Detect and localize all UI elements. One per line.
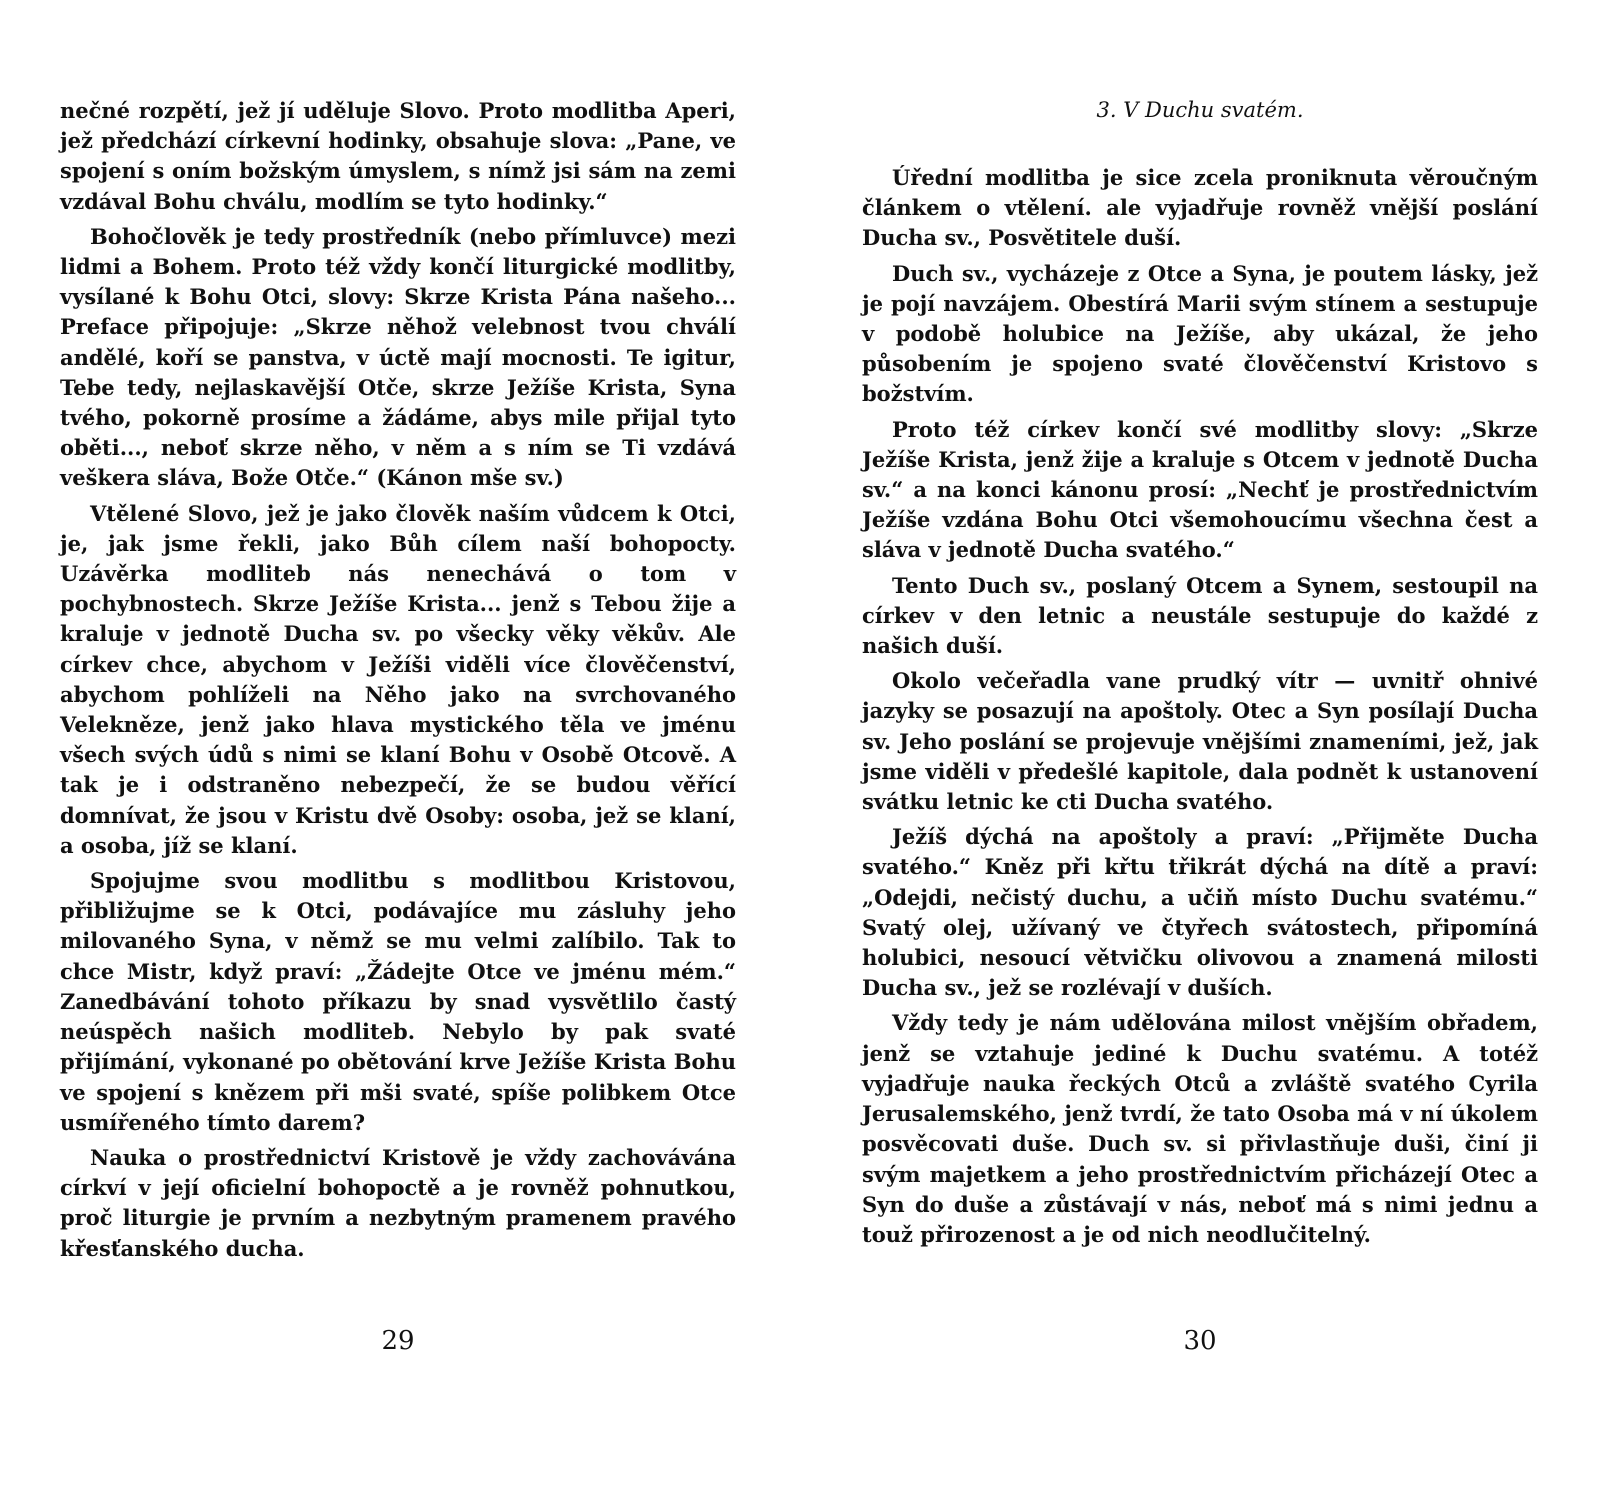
page-number: 29	[381, 1326, 415, 1356]
paragraph: Tento Duch sv., poslaný Otcem a Synem, sestoupil na církev v den letnic a neustále sestupuje do každé z našich duší.	[862, 572, 1538, 659]
right-page-body	[862, 163, 1538, 1255]
paragraph: Nauka o prostřednictví Kristově je vždy zachovávána církví v její oficielní bohopoctě a je rovněž pohnutkou, proč liturgie je prvním a nezbytným pramenem pravého křesťanského ducha.	[60, 1144, 736, 1261]
paragraph: Ježíš dýchá na apoštoly a praví: „Přijměte Ducha svatého.“ Kněz při křtu třikrát dýchá na dítě a praví: „Odejdi, nečistý duchu, a učiň místo Duchu svatému.“ Svatý olej, užívaný ve čtyřech svátostech, připomíná holubici, nesoucí větvičku olivovou a znamená milosti Ducha sv., jež se rozlévají v duších.	[862, 824, 1538, 1001]
page-number: 30	[1183, 1326, 1217, 1356]
paragraph: Spojujme svou modlitbu s modlitbou Kristovou, přibližujme se k Otci, podávajíce mu zásluhy jeho milovaného Syna, v němž se mu velmi zalíbilo. Tak to chce Mistr, když praví: „Žádejte Otce ve jménu mém.“ Zanedbávání tohoto příkazu by snad vysvětlilo častý neúspěch našich modliteb. Nebylo by pak svaté přijímání, vykonané po obětování krve Ježíše Krista Bohu ve spojení s knězem při mši svaté, spíše polibkem Otce usmířeného tímto darem?	[60, 868, 736, 1135]
paragraph: Vtělené Slovo, jež je jako člověk naším vůdcem k Otci, je, jak jsme řekli, jako Bůh cílem naší bohopocty. Uzávěrka modliteb nás nenechává o tom v pochybnostech. Skrze Ježíše Krista... jenž s Tebou žije a kraluje v jednotě Ducha sv. po všecky věky věkův. Ale církev chce, abychom v Ježíši viděli více člověčenství, abychom pohlíželi na Něho jako na svrchovaného Velekněze, jenž jako hlava mystického těla ve jménu všech svých údů s nimi se klaní Bohu v Osobě Otcově. A tak je i odstraněno nebezpečí, že se budou věřící domnívat, že jsou v Kristu dvě Osoby: osoba, jež se klaní, a osoba, jíž se klaní.	[60, 500, 736, 858]
left-page-body	[60, 96, 736, 1269]
paragraph: Duch sv., vycházeje z Otce a Syna, je poutem lásky, jež je pojí navzájem. Obestírá Marii svým stínem a sestupuje v podobě holubice na Ježíše, aby ukázal, že jeho působením je spojeno svaté člověčenství Kristovo s božstvím.	[862, 260, 1538, 407]
paragraph: Proto též církev končí své modlitby slovy: „Skrze Ježíše Krista, jenž žije a kraluje s Otcem v jednotě Ducha sv.“ a na konci kánonu prosí: „Nechť je prostřednictvím Ježíše vzdána Bohu Otci všemohoucímu všechna čest a sláva v jednotě Ducha svatého.“	[862, 416, 1538, 563]
paragraph: Okolo večeřadla vane prudký vítr — uvnitř ohnivé jazyky se posazují na apoštoly. Otec a Syn posílají Ducha sv. Jeho poslání se projevuje vnějšími znameními, jež, jak jsme viděli v předešlé kapitole, dala podnět k ustanovení svátku letnic ke cti Ducha svatého.	[862, 668, 1538, 815]
paragraph: Úřední modlitba je sice zcela proniknuta věroučným článkem o vtělení. ale vyjadřuje rovněž vnější poslání Ducha sv., Posvětitele duší.	[862, 165, 1538, 251]
section-title: 3. V Duchu svatém.	[1096, 98, 1304, 122]
paragraph: nečné rozpětí, jež jí uděluje Slovo. Proto modlitba Aperi, jež předchází církevní hodinky, obsahuje slova: „Pane, ve spojení s oním božským úmyslem, s nímž jsi sám na zemi vzdával Bohu chválu, modlím se tyto hodinky.“	[60, 98, 736, 214]
left-page	[60, 0, 750, 1500]
right-page	[862, 0, 1552, 1500]
paragraph: Bohočlověk je tedy prostředník (nebo přímluvce) mezi lidmi a Bohem. Proto též vždy končí liturgické modlitby, vysílané k Bohu Otci, slovy: Skrze Krista Pána našeho... Preface připojuje: „Skrze něhož velebnost tvou chválí andělé, koří se panstva, v úctě mají mocnosti. Te igitur, Tebe tedy, nejlaskavější Otče, skrze Ježíše Krista, Syna tvého, pokorně prosíme a žádáme, abys mile přijal tyto oběti..., neboť skrze něho, v něm a s ním se Ti vzdává veškera sláva, Bože Otče.“ (Kánon mše sv.)	[60, 223, 736, 491]
paragraph: Vždy tedy je nám udělována milost vnějším obřadem, jenž se vztahuje jediné k Duchu svatému. A totéž vyjadřuje nauka řeckých Otců a zvláště svatého Cyrila Jerusalemského, jenž tvrdí, že tato Osoba má v ní úkolem posvěcovati duše. Duch sv. si přivlastňuje duši, činí ji svým majetkem a jeho prostřednictvím přicházejí Otec a Syn do duše a zůstávají v nás, neboť má s nimi jednu a touž přirozenost a je od nich neodlučitelný.	[862, 1010, 1538, 1247]
